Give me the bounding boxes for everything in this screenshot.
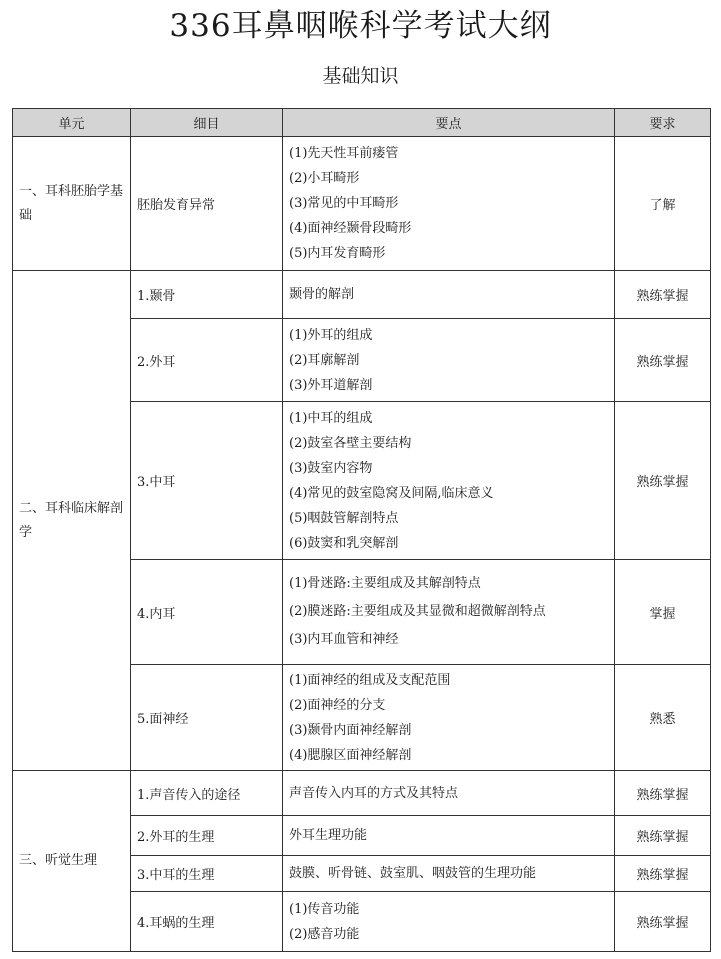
- point-item: (1)先天性耳前瘘管: [289, 146, 399, 161]
- table-header-row: [13, 109, 711, 137]
- point-item: 外耳生理功能: [289, 828, 368, 843]
- unit-cell: 二、耳科临床解剖学: [13, 271, 131, 771]
- detail-cell: 2.外耳的生理: [131, 816, 283, 856]
- detail-cell: 5.面神经: [131, 665, 283, 771]
- requirement-cell: 熟练掌握: [615, 319, 711, 402]
- requirement-cell: 熟练掌握: [615, 771, 711, 816]
- point-item: (3)常见的中耳畸形: [289, 196, 399, 211]
- points-cell: [283, 816, 615, 856]
- requirement-cell: 了解: [615, 137, 711, 271]
- point-item: (3)鼓室内容物: [289, 460, 373, 476]
- points-cell: [283, 856, 615, 892]
- unit-cell: 三、听觉生理: [13, 771, 131, 952]
- header-requirement: 要求: [615, 109, 711, 137]
- points-cell: [283, 271, 615, 319]
- requirement-cell: 熟练掌握: [615, 271, 711, 319]
- header-points: 要点: [283, 109, 615, 137]
- point-item: (2)膜迷路:主要组成及其显微和超微解剖特点: [289, 604, 546, 619]
- points-cell: [283, 137, 615, 271]
- points-cell: [283, 771, 615, 816]
- requirement-cell: 掌握: [615, 560, 711, 665]
- requirement-cell: 熟悉: [615, 665, 711, 771]
- point-item: (6)鼓窦和乳突解剖: [289, 535, 399, 551]
- point-item: 鼓膜、听骨链、鼓室肌、咽鼓管的生理功能: [289, 866, 537, 881]
- syllabus-table: [12, 108, 711, 952]
- point-item: (1)面神经的组成及支配范围: [289, 672, 451, 688]
- requirement-cell: 熟练掌握: [615, 856, 711, 892]
- header-unit: 单元: [13, 109, 131, 137]
- point-item: (2)感音功能: [289, 926, 360, 942]
- detail-cell: 2.外耳: [131, 319, 283, 402]
- point-item: (1)传音功能: [289, 901, 360, 917]
- point-item: (3)颞骨内面神经解剖: [289, 722, 412, 738]
- point-item: (2)耳廓解剖: [289, 352, 360, 368]
- point-item: (5)咽鼓管解剖特点: [289, 510, 399, 526]
- point-item: (3)外耳道解剖: [289, 377, 373, 393]
- point-item: (3)内耳血管和神经: [289, 632, 399, 647]
- point-item: (4)面神经颞骨段畸形: [289, 221, 412, 236]
- point-item: (4)常见的鼓室隐窝及间隔,临床意义: [289, 485, 494, 501]
- points-cell: [283, 319, 615, 402]
- section-subtitle: 基础知识: [322, 65, 399, 87]
- table-row: [13, 771, 711, 816]
- table-row: [13, 271, 711, 319]
- detail-cell: 3.中耳: [131, 402, 283, 560]
- points-cell: [283, 892, 615, 952]
- detail-cell: 1.颞骨: [131, 271, 283, 319]
- point-item: (2)面神经的分支: [289, 697, 386, 713]
- detail-cell: 胚胎发育异常: [131, 137, 283, 271]
- point-item: 颞骨的解剖: [289, 287, 355, 302]
- header-detail: 细目: [131, 109, 283, 137]
- point-item: (2)小耳畸形: [289, 171, 360, 186]
- detail-cell: 4.耳蜗的生理: [131, 892, 283, 952]
- point-item: 声音传入内耳的方式及其特点: [289, 785, 459, 801]
- detail-cell: 1.声音传入的途径: [131, 771, 283, 816]
- point-item: (1)外耳的组成: [289, 327, 373, 343]
- detail-cell: 4.内耳: [131, 560, 283, 665]
- requirement-cell: 熟练掌握: [615, 402, 711, 560]
- requirement-cell: 熟练掌握: [615, 892, 711, 952]
- points-cell: [283, 402, 615, 560]
- points-cell: [283, 665, 615, 771]
- document-title: 336耳鼻咽喉科学考试大纲: [169, 8, 552, 44]
- points-cell: [283, 560, 615, 665]
- point-item: (5)内耳发育畸形: [289, 246, 386, 261]
- point-item: (4)腮腺区面神经解剖: [289, 747, 412, 763]
- point-item: (1)骨迷路:主要组成及其解剖特点: [289, 576, 481, 591]
- table-row: [13, 137, 711, 271]
- point-item: (1)中耳的组成: [289, 410, 373, 426]
- point-item: (2)鼓室各壁主要结构: [289, 435, 412, 451]
- unit-cell: 一、耳科胚胎学基础: [13, 137, 131, 271]
- requirement-cell: 熟练掌握: [615, 816, 711, 856]
- detail-cell: 3.中耳的生理: [131, 856, 283, 892]
